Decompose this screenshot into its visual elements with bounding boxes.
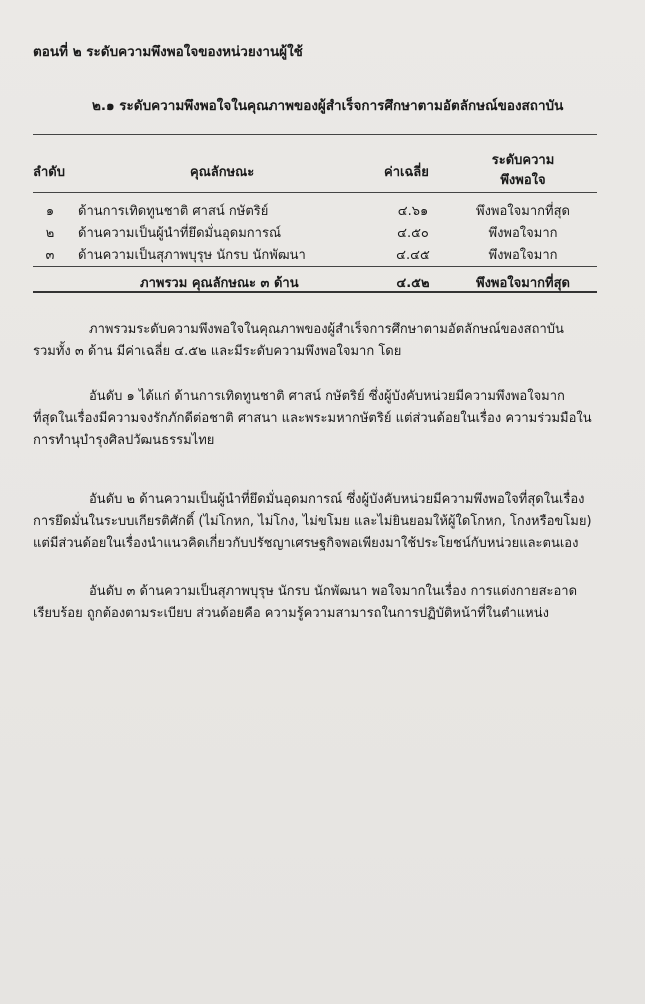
row-order: ๓	[45, 248, 55, 263]
paragraph-line: เรียบร้อย ถูกต้องตามระเบียบ ส่วนด้อยคือ ความรู้ความสามารถในการปฏิบัติหน้าที่ในตำแหน่ง	[33, 606, 549, 621]
header-level-line1: ระดับความ	[491, 153, 555, 168]
row-level: พึงพอใจมาก	[488, 226, 558, 241]
table-top-rule	[33, 134, 597, 135]
table-total-rule	[33, 266, 597, 267]
summary-paragraph	[33, 319, 598, 363]
paragraph-line: อันดับ ๓ ด้านความเป็นสุภาพบุรุษ นักรบ นักพัฒนา พอใจมากในเรื่อง การแต่งกายสะอาด	[89, 584, 578, 599]
row-attribute: ด้านความเป็นผู้นำที่ยึดมั่นอุดมการณ์	[78, 226, 281, 241]
row-attribute: ด้านการเทิดทูนชาติ ศาสน์ กษัตริย์	[78, 204, 269, 219]
row-average: ๔.๖๑	[397, 204, 429, 219]
row-average: ๔.๕๐	[397, 226, 429, 241]
rank-1-paragraph	[33, 386, 598, 452]
total-average: ๔.๕๒	[396, 276, 430, 291]
total-label: ภาพรวม คุณลักษณะ ๓ ด้าน	[140, 276, 299, 291]
paragraph-line: ภาพรวมระดับความพึงพอใจในคุณภาพของผู้สำเร็จการศึกษาตามอัตลักษณ์ของสถาบัน	[89, 322, 564, 337]
table-header-rule	[33, 192, 597, 193]
row-order: ๒	[45, 226, 55, 241]
total-level: พึงพอใจมากที่สุด	[476, 276, 570, 291]
row-order: ๑	[45, 204, 55, 219]
table-bottom-rule	[33, 291, 597, 293]
row-attribute: ด้านความเป็นสุภาพบุรุษ นักรบ นักพัฒนา	[78, 248, 306, 263]
row-level: พึงพอใจมากที่สุด	[476, 204, 570, 219]
part-heading: ตอนที่ ๒ ระดับความพึงพอใจของหน่วยงานผู้ใช้	[33, 44, 303, 60]
header-order: ลำดับ	[33, 165, 65, 180]
paragraph-line: การยึดมั่นในระบบเกียรติศักดิ์ (ไม่โกหก, ไม่โกง, ไม่ขโมย และไม่ยินยอมให้ผู้ใดโกหก, โกงหรือขโมย)	[33, 514, 592, 529]
row-average: ๔.๔๕	[396, 248, 430, 263]
rank-3-paragraph	[33, 581, 598, 625]
paragraph-line: อันดับ ๑ ได้แก่ ด้านการเทิดทูนชาติ ศาสน์ กษัตริย์ ซึ่งผู้บังคับหน่วยมีความพึงพอใจมาก	[89, 389, 565, 404]
header-attribute: คุณลักษณะ	[190, 165, 255, 180]
paragraph-line: แต่มีส่วนด้อยในเรื่องนำแนวคิดเกี่ยวกับปรัชญาเศรษฐกิจพอเพียงมาใช้ประโยชน์กับหน่วยและตนเอง	[33, 536, 579, 551]
paragraph-line: การทำนุบำรุงศิลปวัฒนธรรมไทย	[33, 433, 215, 448]
section-heading: ๒.๑ ระดับความพึงพอใจในคุณภาพของผู้สำเร็จการศึกษาตามอัตลักษณ์ของสถาบัน	[92, 98, 564, 114]
header-level-line2: พึงพอใจ	[500, 173, 546, 188]
paragraph-line: อันดับ ๒ ด้านความเป็นผู้นำที่ยึดมั่นอุดมการณ์ ซึ่งผู้บังคับหน่วยมีความพึงพอใจที่สุดในเรื่อง	[89, 492, 585, 507]
paragraph-line: รวมทั้ง ๓ ด้าน มีค่าเฉลี่ย ๔.๕๒ และมีระดับความพึงพอใจมาก โดย	[33, 344, 402, 359]
paragraph-line: ที่สุดในเรื่องมีความจงรักภักดีต่อชาติ ศาสนา และพระมหากษัตริย์ แต่ส่วนด้อยในเรื่อง ความร่วมมือใน	[33, 411, 592, 426]
rank-2-paragraph	[33, 489, 598, 555]
row-level: พึงพอใจมาก	[488, 248, 558, 263]
header-average: ค่าเฉลี่ย	[384, 165, 429, 180]
